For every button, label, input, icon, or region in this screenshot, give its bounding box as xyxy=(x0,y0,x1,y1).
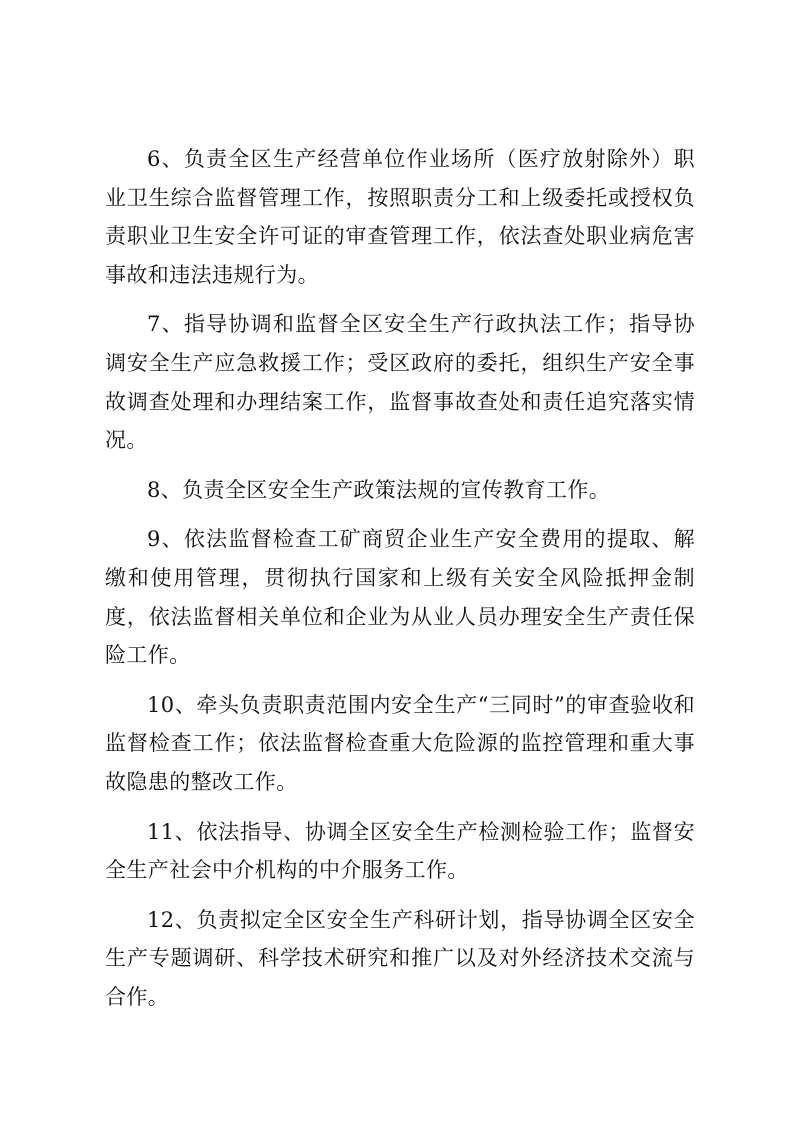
paragraph-item-8: 8、负责全区安全生产政策法规的宣传教育工作。 xyxy=(147,477,611,502)
paragraph-item-11: 11、依法指导、协调全区安全生产检测检验工作；监督安全生产社会中介机构的中介服务工作。 xyxy=(105,819,695,883)
paragraph-item-12: 12、负责拟定全区安全生产科研计划，指导协调全区安全生产专题调研、科学技术研究和推广以及对外经济技术交流与合作。 xyxy=(105,907,695,1009)
paragraph-item-7: 7、指导协调和监督全区安全生产行政执法工作；指导协调安全生产应急救援工作；受区政府的委托，组织生产安全事故调查处理和办理结案工作，监督事故查处和责任追究落实情况。 xyxy=(105,312,695,453)
paragraph-item-6: 6、负责全区生产经营单位作业场所（医疗放射除外）职业卫生综合监督管理工作，按照职责分工和上级委托或授权负责职业卫生安全许可证的审查管理工作，依法查处职业病危害事故和违法违规行为。 xyxy=(105,147,695,287)
paragraph-item-10: 10、牵头负责职责范围内安全生产“三同时”的审查验收和监督检查工作；依法监督检查重大危险源的监控管理和重大事故隐患的整改工作。 xyxy=(105,692,695,794)
paragraph-item-9: 9、依法监督检查工矿商贸企业生产安全费用的提取、解缴和使用管理，贯彻执行国家和上级有关安全风险抵押金制度，依法监督相关单位和企业为从业人员办理安全生产责任保险工作。 xyxy=(105,527,695,668)
document-body xyxy=(105,140,695,1027)
